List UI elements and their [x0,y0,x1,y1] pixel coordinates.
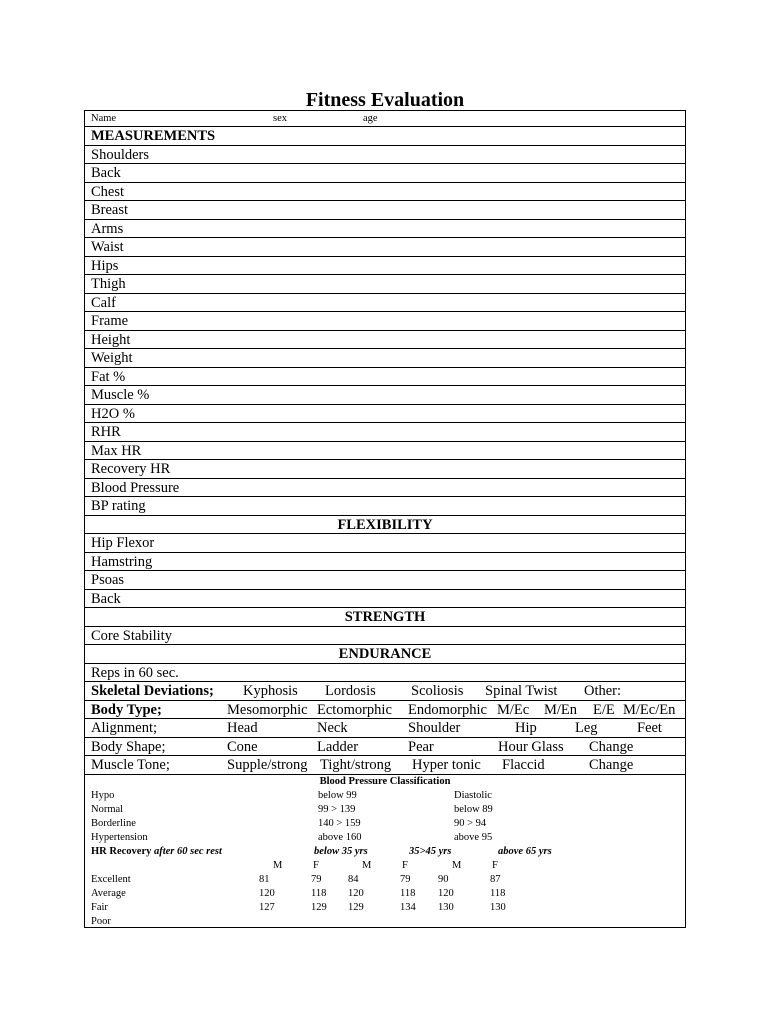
form-title: Fitness Evaluation [305,89,465,111]
body-type-row-option[interactable]: Mesomorphic [227,701,308,718]
muscle-tone-row [85,756,685,775]
skeletal-deviations-row-option[interactable]: Scoliosis [411,683,464,699]
hr-recovery-row [85,901,685,915]
alignment-row-option[interactable]: Neck [317,720,348,736]
measurement-row-label: Chest [91,183,125,200]
flexibility-row-label: Hamstring [91,553,153,570]
skeletal-deviations-row-option[interactable]: Spinal Twist [485,683,558,699]
sex-header-row [85,859,685,873]
bp-classification-row [85,817,685,831]
body-shape-row-label: Body Shape; [91,738,166,755]
sex-field-label: sex [273,113,287,124]
sex-header: F [492,859,498,871]
measurement-row-label: H2O % [91,405,135,422]
measurement-row-label: Waist [91,239,124,255]
measurement-row-label: Frame [91,313,129,329]
body-type-row-option[interactable]: M/Ec [497,701,530,718]
strength-heading-label: STRENGTH [344,609,426,625]
alignment-row-option[interactable]: Shoulder [408,720,461,736]
measurement-row [85,164,685,183]
age-group-header: above 65 yrs [498,845,552,857]
hr-recovery-value: 130 [490,901,506,913]
alignment-row-option[interactable]: Feet [637,720,662,736]
hr-recovery-value: 120 [348,887,364,899]
measurement-row-label: Muscle % [91,387,150,403]
bp-category-label: Borderline [91,817,136,829]
hr-recovery-heading-row [85,845,685,859]
evaluation-form [84,110,686,928]
alignment-row-option[interactable]: Hip [515,720,537,736]
measurement-row [85,220,685,239]
measurement-row-label: Hips [91,257,119,274]
bp-category-label: Hypertension [91,831,148,843]
measurement-row [85,442,685,461]
body-type-row [85,701,685,720]
hr-recovery-value: 81 [259,873,270,885]
body-type-row-option[interactable]: M/Ec/En [623,701,676,718]
measurement-row-label: BP rating [91,498,146,514]
diastolic-value: below 89 [454,803,493,815]
muscle-tone-row-option[interactable]: Change [589,757,634,773]
sex-header: M [273,859,283,871]
strength-heading [85,608,685,627]
body-shape-row-option[interactable]: Cone [227,738,258,755]
bp-category-label: Normal [91,803,124,815]
measurement-row-label: Fat % [91,368,126,385]
hr-recovery-value: 79 [400,873,411,885]
hr-rating-label: Excellent [91,873,131,885]
body-shape-row-option[interactable]: Pear [408,738,434,755]
measurement-row [85,497,685,516]
name-field-label: Name [91,113,117,124]
measurement-row [85,275,685,294]
endurance-row-label: Reps in 60 sec. [91,664,179,681]
alignment-row-option[interactable]: Head [227,720,258,736]
hr-recovery-value: 129 [348,901,364,913]
hr-rating-label: Average [91,887,126,899]
measurement-row-label: Max HR [91,442,142,459]
systolic-value: 140 > 159 [318,817,361,829]
endurance-heading-label: ENDURANCE [338,646,432,662]
body-type-row-label: Body Type; [91,701,162,718]
measurement-row [85,294,685,313]
measurement-row [85,238,685,257]
alignment-row [85,719,685,738]
measurement-row [85,479,685,498]
measurement-row-label: Recovery HR [91,461,171,477]
measurement-row-label: Blood Pressure [91,479,180,496]
measurement-row [85,460,685,479]
bp-classification-row [85,789,685,803]
flexibility-row [85,553,685,572]
measurement-row [85,257,685,276]
measurement-row [85,201,685,220]
alignment-row-option[interactable]: Leg [575,720,598,736]
body-shape-row-option[interactable]: Hour Glass [498,738,564,755]
age-field-label: age [363,113,378,124]
name-sex-age-row [85,111,685,127]
flexibility-row-label: Psoas [91,572,125,588]
alignment-row-label: Alignment; [91,720,158,736]
hr-recovery-value: 127 [259,901,275,913]
hr-recovery-value: 118 [490,887,506,899]
bp-category-label: Hypo [91,789,115,801]
hr-rating-label: Poor [91,915,111,927]
hr-recovery-value: 79 [311,873,322,885]
age-group-header: 35>45 yrs [409,845,452,857]
flexibility-row-label: Back [91,590,121,607]
measurement-row [85,405,685,424]
hr-recovery-value: 87 [490,873,501,885]
measurement-row-label: Weight [91,350,133,366]
measurement-row [85,183,685,202]
hr-recovery-label [91,845,222,858]
hr-recovery-value: 120 [438,887,454,899]
measurement-row-label: Height [91,331,131,348]
diastolic-value: Diastolic [454,789,492,801]
flexibility-heading-label: FLEXIBILITY [337,516,433,533]
flexibility-heading [85,516,685,535]
flexibility-row [85,534,685,553]
skeletal-deviations-row-option[interactable]: Kyphosis [243,683,298,699]
skeletal-deviations-row [85,682,685,701]
hr-recovery-value: 134 [400,901,416,913]
measurement-row-label: Arms [91,220,124,237]
flexibility-row [85,590,685,609]
muscle-tone-row-option[interactable]: Hyper tonic [412,757,481,773]
hr-recovery-value: 120 [259,887,275,899]
body-type-row-option[interactable]: Ectomorphic [317,701,392,718]
measurements-heading-label: MEASUREMENTS [91,128,216,144]
skeletal-deviations-row-option[interactable]: Other: [584,683,622,699]
age-group-header: below 35 yrs [314,845,368,857]
body-shape-row [85,738,685,757]
diastolic-value: above 95 [454,831,493,843]
hr-recovery-value: 130 [438,901,454,913]
classification-tables [85,775,685,928]
measurement-row-label: Breast [91,202,129,218]
endurance-heading [85,645,685,664]
hr-recovery-value: 118 [400,887,416,899]
muscle-tone-row-option[interactable]: Flaccid [502,757,545,773]
sex-header: F [402,859,408,871]
muscle-tone-row-option[interactable]: Tight/strong [320,757,392,773]
strength-row-label: Core Stability [91,627,172,644]
hr-recovery-value: 129 [311,901,327,913]
measurements-heading [85,127,685,146]
measurement-row [85,146,685,165]
measurement-row [85,386,685,405]
systolic-value: 99 > 139 [318,803,356,815]
bp-classification-row [85,831,685,845]
hr-recovery-value: 118 [311,887,327,899]
skeletal-deviations-row-label: Skeletal Deviations; [91,683,214,699]
body-shape-row-option[interactable]: Ladder [317,738,359,755]
measurement-row [85,423,685,442]
muscle-tone-row-label: Muscle Tone; [91,757,170,773]
measurement-row-label: Back [91,165,121,181]
systolic-value: above 160 [318,831,362,843]
hr-recovery-row [85,915,685,929]
hr-recovery-row [85,873,685,887]
body-shape-row-option[interactable]: Change [589,738,634,755]
measurement-row [85,312,685,331]
hr-rating-label: Fair [91,901,108,913]
strength-row [85,627,685,646]
hr-recovery-label-bold: HR Recovery [91,845,152,857]
measurement-row [85,331,685,350]
hr-recovery-label-italic: after 60 sec rest [153,845,222,857]
measurement-row-label: Calf [91,294,116,311]
hr-recovery-row [85,887,685,901]
flexibility-row-label: Hip Flexor [91,535,155,551]
measurement-row [85,368,685,387]
sex-header: M [362,859,372,871]
muscle-tone-row-option[interactable]: Supple/strong [227,757,308,773]
bp-classification-heading-row [85,775,685,789]
body-type-row-option[interactable]: E/E [593,701,615,718]
skeletal-deviations-row-option[interactable]: Lordosis [325,683,376,699]
bp-classification-row [85,803,685,817]
body-type-row-option[interactable]: M/En [544,701,578,718]
diastolic-value: 90 > 94 [454,817,487,829]
bp-classification-heading: Blood Pressure Classification [319,775,451,787]
hr-recovery-value: 90 [438,873,449,885]
systolic-value: below 99 [318,789,357,801]
body-type-row-option[interactable]: Endomorphic [408,701,487,718]
sex-header: F [313,859,319,871]
endurance-row [85,664,685,683]
hr-recovery-value: 84 [348,873,359,885]
measurement-row-label: Thigh [91,276,126,292]
measurement-row [85,349,685,368]
sex-header: M [452,859,462,871]
measurement-row-label: Shoulders [91,146,149,163]
flexibility-row [85,571,685,590]
measurement-row-label: RHR [91,424,121,440]
